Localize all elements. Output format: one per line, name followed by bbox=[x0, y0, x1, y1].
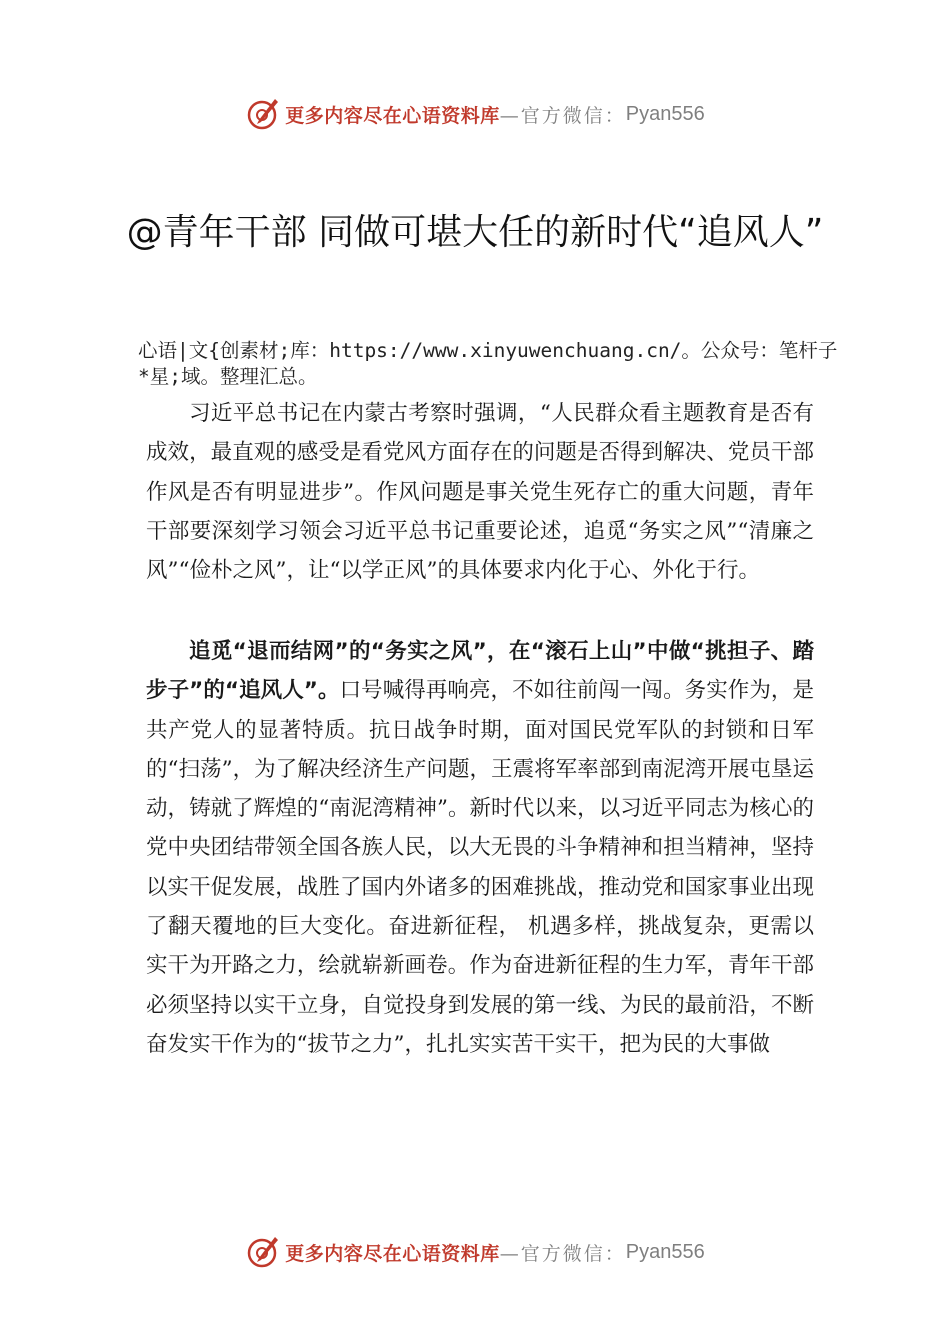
document-title: @青年干部 同做可堪大任的新时代“追风人” bbox=[126, 212, 824, 253]
wechat-id: Pyan556 bbox=[625, 1240, 705, 1263]
paragraph-practical-style bbox=[146, 632, 814, 1064]
source-line: 心语|文{创素材;库：https://www.xinyuwenchuang.cn/。公众号：笔杆子*星;域。整理汇总。 bbox=[138, 339, 838, 388]
watermark-text: 更多内容尽在心语资料库 bbox=[285, 104, 500, 127]
watermark-label: —官方微信： bbox=[499, 1242, 626, 1265]
watermark-label: —官方微信： bbox=[499, 104, 626, 127]
paragraph-body: 口号喊得再响亮，不如往前闯一闯。务实作为，是共产党人的显著特质。抗日战争时期，面对国民党军队的封锁和日军的“扫荡”，为了解决经济生产问题，王震将军率部到南泥湾开展屯垦运动，铸就了辉煌的“南泥湾精神”。新时代以来，以习近平同志为核心的党中央团结带领全国各族人民，以大无畏的斗争精神和担当精神，坚持以实干促发展，战胜了国内外诸多的困难挑战，推动党和国家事业出现了翻天覆地的巨大变化。奋进新征程， 机遇多样，挑战复杂，更需以实干为开路之力，绘就崭新画卷。作为奋进新征程的生力军，青年干部必须坚持以实干立身，自觉投身到发展的第一线、为民的最前沿，不断奋发实干作为的“拔节之力”，扎扎实实苦干实干，把为民的大事做 bbox=[146, 678, 814, 1057]
quill-pen-logo-icon bbox=[245, 1234, 281, 1270]
header-watermark bbox=[0, 94, 950, 134]
quill-pen-logo-icon bbox=[245, 96, 281, 132]
footer-watermark bbox=[0, 1232, 950, 1272]
watermark-text: 更多内容尽在心语资料库 bbox=[285, 1242, 500, 1265]
wechat-id: Pyan556 bbox=[625, 102, 705, 125]
paragraph-intro: 习近平总书记在内蒙古考察时强调，“人民群众看主题教育是否有成效，最直观的感受是看党风方面存在的问题是否得到解决、党员干部作风是否有明显进步”。作风问题是事关党生死存亡的重大问题，青年干部要深刻学习领会习近平总书记重要论述，追觅“务实之风”“清廉之风”“俭朴之风”，让“以学正风”的具体要求内化于心、外化于行。 bbox=[146, 401, 814, 584]
paragraph-heading: 追觅“退而结网”的“务实之风”，在“滚石上山”中做“挑担子、踏步子”的“追风人”。 bbox=[146, 639, 814, 704]
